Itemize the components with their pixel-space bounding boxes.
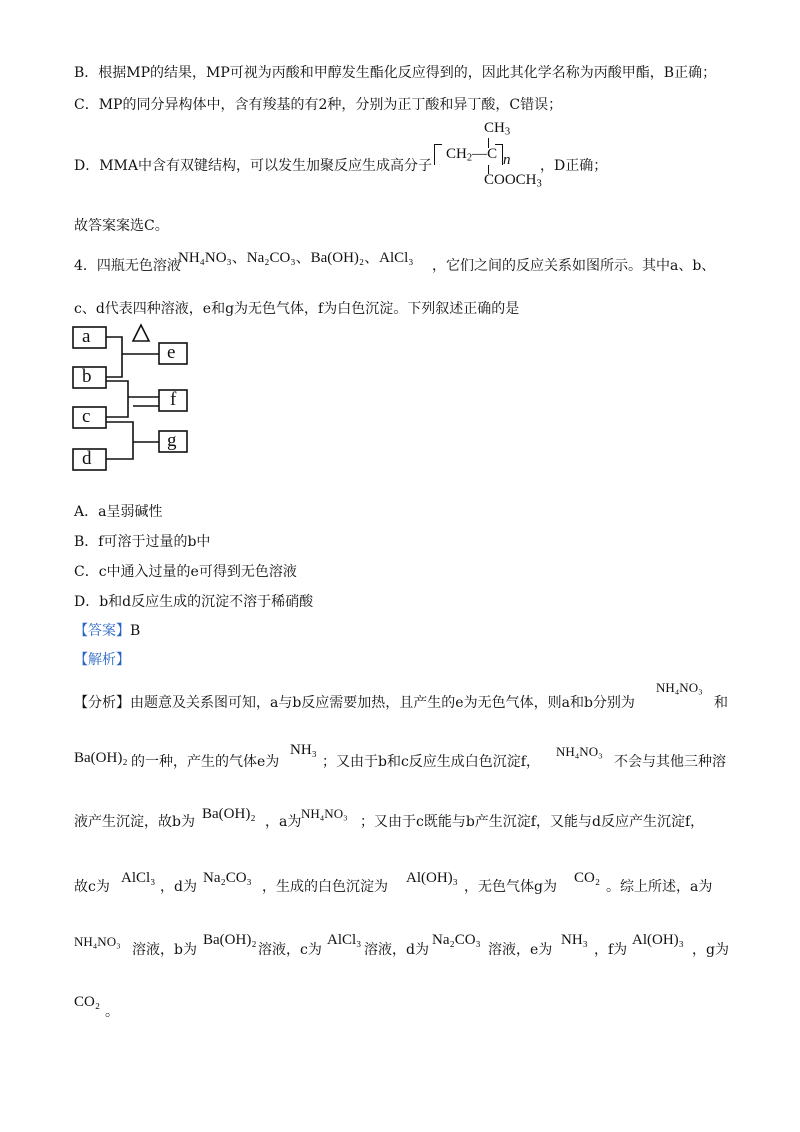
box-g-label: g [167,430,177,451]
analysis-line-3: 液产生沉淀，故b为 [74,814,195,830]
box-d-label: d [82,448,92,469]
formula-nh3: NH₃ [561,932,588,948]
option-c-explanation: C．MP的同分异构体中，含有羧基的有2种，分别为正丁酸和异丁酸，C错误； [74,97,563,113]
answer-label: 【答案】 [74,623,130,639]
analysis-line-6: 。 [105,1004,119,1020]
formula-alcl3: AlCl₃ [121,870,156,886]
formula-baoh2: Ba(OH)₂ [74,750,128,766]
formula-nh4no3: NH₄NO₃ [556,744,603,759]
chain-carbon: C [487,146,498,162]
option-a: A．a呈弱碱性 [74,504,163,520]
option-c: C．c中通入过量的e可得到无色溶液 [74,564,297,580]
question-4-line2: c、d代表四种溶液，e和g为无色气体，f为白色沉淀。下列叙述正确的是 [74,301,520,317]
analysis-line-1: 【分析】由题意及关系图可知，a与b反应需要加热，且产生的e为无色气体，则a和b分别为 [74,695,635,711]
formula-aloh3: Al(OH)₃ [406,870,458,886]
link-c-d [106,422,133,459]
answer-value: B [130,623,141,639]
formula-nh4no3: NH₄NO₃ [656,680,703,695]
methyl-top: CH [484,120,505,136]
formula-co2: CO₂ [574,870,601,886]
document-page: B．根据MP的结果，MP可视为丙酸和甲醇发生酯化反应得到的，因此其化学名称为丙酸甲酯，B正确； C．MP的同分异构体中，含有羧基的有2种，分别为正丁酸和异丁酸，C错误； D．MMA中含有双键结构，可以发生加聚反应生成高分子 $CH_3$ $CH_2—C$ n $COOCH_3$ ，D正确； 故答案案选C。 4．四瓶无色溶液 NH₄NO₃、Na₂CO₃、Ba(OH)₂、AlCl₃ ，它们之间的反应关系如图所示。其中a、b、 c、d代表四种溶液，e和g为无色气体，f为白色沉淀。下列叙述正确的是 a b c d e f g A．a呈弱碱性 B．f可溶于过量的b中 C．c中通入过量的e可得到无色溶液 D．b和d反应生成的沉淀不溶于稀硝酸 【答案】B 【解析】 【分析】由题意及关系图可知，a与b反应需要加热，且产生的e为无色气体，则a和b分别为 NH₄NO₃ 和 Ba(OH)₂ 的一种，产生的气体e为 NH₃ ；又由于b和c反应生成白色沉淀f， NH₄NO₃ 不会与其他三种溶 液产生沉淀，故b为 Ba(OH)₂ ，a为 NH₄NO₃ ；又由于c既能与b产生沉淀f，又能与d反应产生沉淀f， 故c为 AlCl₃ ，d为 Na₂CO₃ ，生成的白色沉淀为 Al(OH)₃ ，无色气体g为 CO₂ 。综上所述，a为 NH₄NO₃ 溶液，b为 Ba(OH)₂ 溶液，c为 AlCl₃ 溶液，d为 Na₂CO₃ 溶液，e为 NH₃ ，f为 Al(OH)₃ ，g为 CO₂ 。 [0,0,800,1132]
option-b: B．f可溶于过量的b中 [74,534,211,550]
link-b-c [106,381,128,417]
formula-na2co3: Na₂CO₃ [203,870,252,886]
chain-ch2: CH [446,146,467,162]
box-e-label: e [167,342,176,363]
question-4-suffix: ，它们之间的反应关系如图所示。其中a、b、 [432,258,716,274]
question-4-compounds: NH₄NO₃、Na₂CO₃、Ba(OH)₂、AlCl₃ [178,250,414,266]
formula-na2co3: Na₂CO₃ [432,932,481,948]
formula-nh4no3: NH₄NO₃ [301,806,348,821]
box-c-label: c [82,406,91,427]
conclusion: 故答案案选C。 [74,218,169,234]
formula-baoh2: Ba(OH)₂ [202,806,256,822]
option-b-explanation: B．根据MP的结果，MP可视为丙酸和甲醇发生酯化反应得到的，因此其化学名称为丙酸甲酯，B正确； [74,65,717,81]
ester-group: COOCH [484,172,537,188]
box-a-label: a [82,326,91,347]
formula-co2: CO₂ [74,994,101,1010]
link-a-b [106,337,122,377]
repeat-n: n [503,152,511,168]
analysis-label: 【解析】 [74,652,130,668]
option-d: D．b和d反应生成的沉淀不溶于稀硝酸 [74,594,314,610]
option-d-explanation: D．MMA中含有双键结构，可以发生加聚反应生成高分子 [74,158,433,174]
analysis-line-4: 故c为 [74,879,110,895]
question-4-prefix: 4．四瓶无色溶液 [74,258,181,274]
box-f-label: f [170,389,177,410]
box-b-label: b [82,366,92,387]
formula-baoh2: Ba(OH)₂ [203,932,257,948]
formula-alcl3: AlCl₃ [327,932,362,948]
bracket-right [495,144,503,165]
analysis-line-2 [74,748,128,768]
answer-row [74,621,140,641]
heat-triangle [133,325,149,341]
analysis-line-5: 溶液，b为 [132,942,197,958]
formula-aloh3: Al(OH)₃ [632,932,684,948]
formula-nh4no3: NH₄NO₃ [74,934,121,949]
formula-nh3: NH₃ [290,742,317,758]
option-d-result: ，D正确； [540,158,608,174]
bracket-left [434,144,442,165]
